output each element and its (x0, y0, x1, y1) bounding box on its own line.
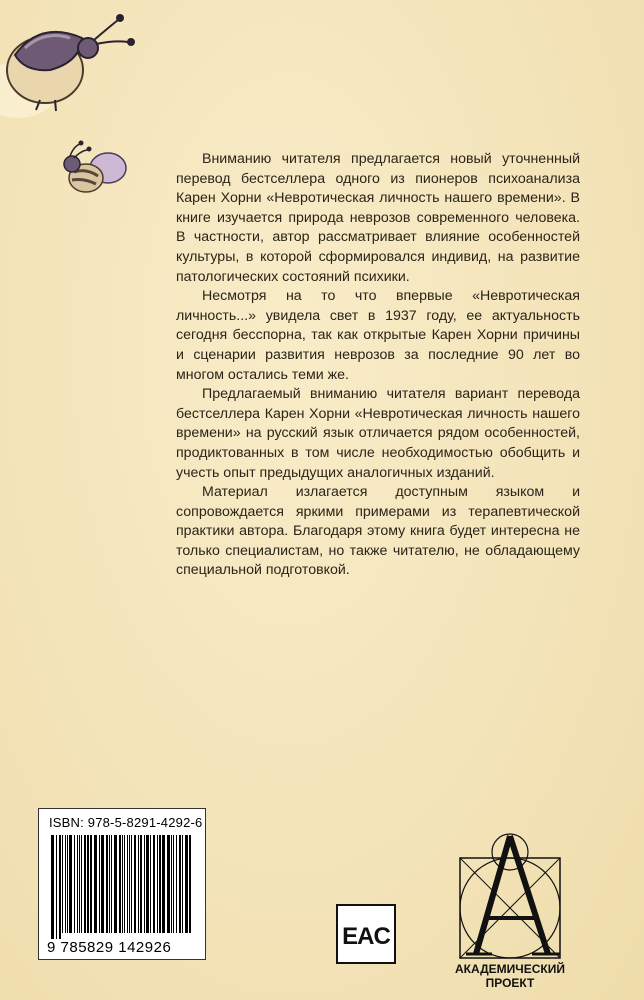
firefly-illustration-icon (0, 0, 150, 120)
barcode-bar (127, 835, 128, 933)
barcode-bar (51, 835, 54, 939)
barcode-bar (87, 835, 89, 933)
barcode-bar (124, 835, 125, 933)
barcode-bar (131, 835, 132, 933)
barcode-bar (182, 835, 183, 933)
barcode-bar (106, 835, 108, 933)
eac-mark-text: EAC (342, 923, 390, 950)
barcode-bar (173, 835, 174, 933)
barcode-bar (77, 835, 78, 933)
barcode-bar (176, 835, 177, 933)
barcode-bar (94, 835, 97, 933)
barcode-bar (109, 835, 110, 933)
barcode-bar (122, 835, 123, 933)
barcode-bar (65, 835, 66, 933)
barcode-bar (159, 835, 161, 933)
barcode-bar (81, 835, 82, 933)
publisher-name-line-1: АКАДЕМИЧЕСКИЙ (455, 962, 565, 976)
isbn-barcode-box (38, 808, 206, 960)
barcode-bar (189, 835, 191, 933)
barcode-bar (67, 835, 68, 933)
publisher-name-line-2: ПРОЕКТ (485, 976, 535, 990)
barcode-bar (185, 835, 188, 933)
barcode-bar (144, 835, 145, 933)
barcode-bar (150, 835, 151, 933)
barcode-bar (59, 835, 61, 939)
barcode-bar (157, 835, 158, 933)
barcode-bar (119, 835, 121, 933)
barcode-bar (167, 835, 170, 933)
barcode-bar (62, 835, 63, 933)
eac-mark-icon (336, 904, 396, 964)
barcode-digits: 9 785829 142926 (47, 939, 172, 956)
publisher-logo-icon (452, 830, 568, 960)
barcode-bar (79, 835, 80, 933)
barcode-bar (134, 835, 136, 933)
barcode-bar (99, 835, 100, 933)
barcode-bar (162, 835, 165, 933)
barcode-bar (84, 835, 86, 933)
barcode-bar (153, 835, 155, 933)
annotation-paragraph-3: Предлагаемый вниманию читателя вариант перевода бестселлера Карен Хорни «Невротическая личность нашего времени» на русский язык отличается рядом особенностей, продиктованных в том числе необходимостью обобщить и учесть опыт предыдущих аналогичных изданий. (176, 386, 580, 481)
barcode-bar (114, 835, 117, 933)
barcode-bar (171, 835, 172, 933)
barcode-bar (111, 835, 112, 933)
isbn-label: ISBN: 978-5-8291-4292-6 (49, 815, 203, 830)
annotation-text (176, 150, 580, 581)
publisher-name (440, 962, 580, 990)
barcode-bar (101, 835, 104, 933)
barcode-bar (74, 835, 75, 933)
barcode-bar (140, 835, 142, 933)
barcode-bar (138, 835, 139, 933)
bee-illustration-icon (58, 138, 138, 208)
barcode-bar (146, 835, 149, 933)
barcode-bar (90, 835, 92, 933)
annotation-paragraph-1: Вниманию читателя предлагается новый уточненный перевод бестселлера одного из пионеров психоанализа Карен Хорни «Невротическая личность нашего времени». В книге изучается природа неврозов современного человека. В частности, автор рассматривает влияние особенностей культуры, в которой сформировался индивид, на развитие патологических состояний психики. (176, 151, 580, 285)
barcode-bar (69, 835, 72, 933)
annotation-paragraph-2: Несмотря на то что впервые «Невротическая личность...» увидела свет в 1937 году, ее актуальность сегодня бесспорна, так как открытые Карен Хорни причины и сценарии развития неврозов за последние 90 лет во многом остались теми же. (176, 288, 580, 383)
barcode-bar (129, 835, 130, 933)
barcode (49, 835, 195, 939)
barcode-bar (56, 835, 57, 939)
annotation-paragraph-4: Материал излагается доступным языком и сопровождается яркими примерами из терапевтической практики автора. Благодаря этому книга будет интересна не только специалистам, но также читателю, не обладающему специальной подготовкой. (176, 484, 580, 579)
barcode-bar (179, 835, 181, 933)
